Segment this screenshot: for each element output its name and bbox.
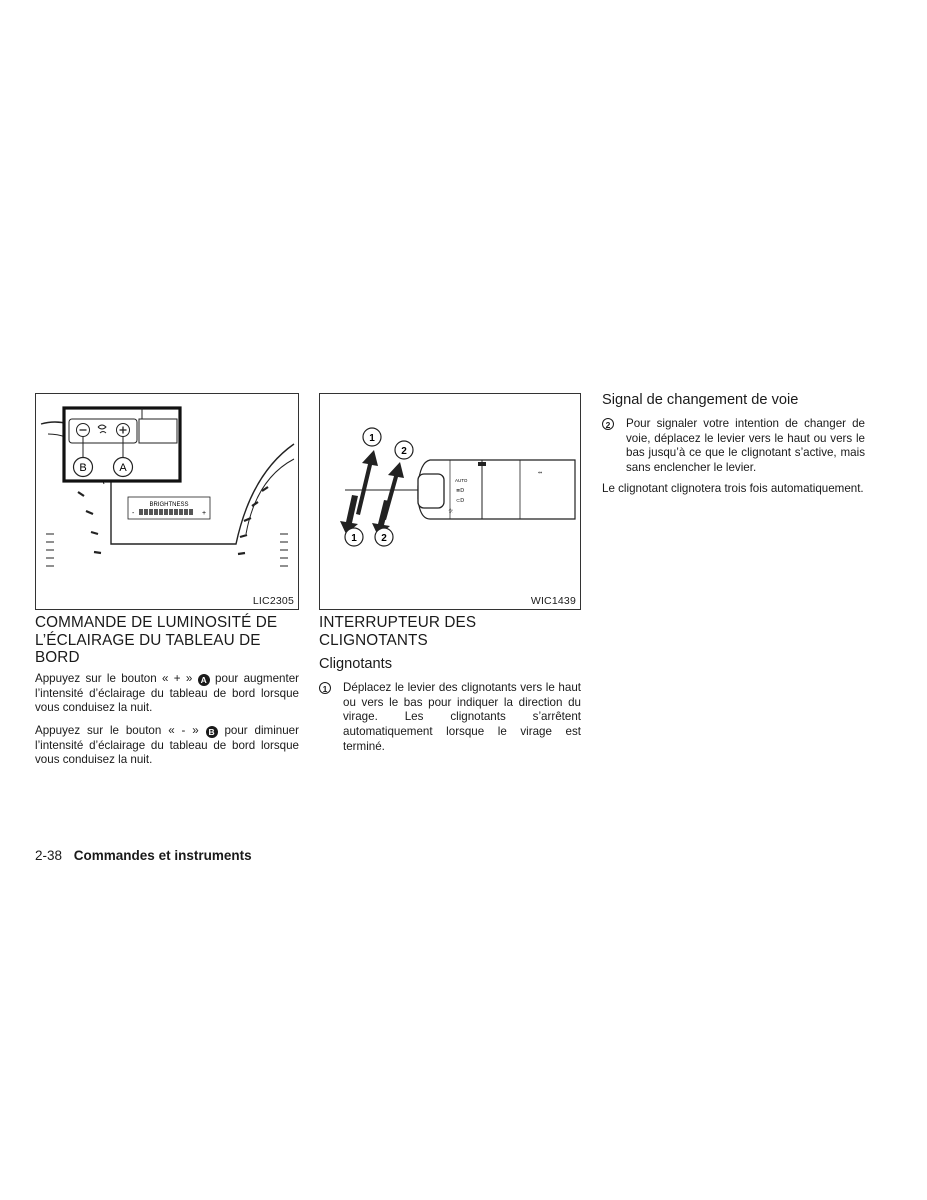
lane-change-note: Le clignotant clignotera trois fois automatiquement.	[602, 482, 864, 495]
lane-change-item-2: 2 Pour signaler votre intention de changer de voie, déplacez le levier vers le haut ou vers le bas jusqu’à ce que le clignotant s’active, mais sans enclencher le levier.	[602, 417, 865, 476]
callout-1-top: 1	[369, 433, 375, 444]
turn-signal-subheading: Clignotants	[319, 656, 393, 672]
brightness-label: BRIGHTNESS	[149, 502, 189, 508]
turn-signal-illustration	[320, 394, 580, 609]
brightness-paragraph-increase: Appuyez sur le bouton « + » A pour augmenter l’intensité d’éclairage du tableau de bord lorsque vous conduisez la nuit.	[35, 672, 300, 715]
figure-code: WIC1439	[530, 595, 576, 607]
turn-signal-item-1: 1 Déplacez le levier des clignotants vers le haut ou vers le bas pour indiquer la direction du virage. Les clignotants s’arrêtent automatiquement lorsque le virage est terminé.	[319, 681, 581, 755]
svg-text:☼: ☼	[448, 508, 454, 515]
auto-label: AUTO	[455, 478, 468, 483]
turn-signal-heading: INTERRUPTEUR DES CLIGNOTANTS	[319, 614, 477, 649]
callout-b: B	[79, 462, 87, 474]
callout-1-bottom: 1	[351, 533, 357, 544]
svg-text:⇔: ⇔	[538, 470, 543, 476]
callout-2-top: 2	[401, 446, 407, 457]
callout-a: A	[119, 462, 127, 474]
figure-brightness-control	[35, 393, 299, 610]
brightness-heading: COMMANDE DE LUMINOSITÉ DE L’ÉCLAIRAGE DU TABLEAU DE BORD	[35, 614, 278, 666]
callout-b-icon: B	[206, 726, 218, 738]
step-2-icon: 2	[602, 418, 614, 430]
callout-2-bottom: 2	[381, 533, 387, 544]
svg-text:⊂D: ⊂D	[456, 498, 465, 504]
svg-text:≣D: ≣D	[456, 488, 465, 494]
page-footer	[35, 848, 252, 863]
page-number: 2-38	[35, 848, 63, 863]
step-1-icon: 1	[319, 682, 331, 694]
section-title: Commandes et instruments	[73, 848, 252, 863]
svg-text:-: -	[132, 510, 135, 517]
svg-text:+: +	[202, 510, 207, 517]
figure-turn-signal	[319, 393, 581, 610]
lane-change-subheading: Signal de changement de voie	[602, 392, 799, 408]
callout-a-icon: A	[198, 674, 210, 686]
figure-code: LIC2305	[252, 595, 294, 607]
brightness-illustration	[36, 394, 298, 609]
brightness-paragraph-decrease: Appuyez sur le bouton « - » B pour diminuer l’intensité d’éclairage du tableau de bord lorsque vous conduisez la nuit.	[35, 724, 299, 767]
